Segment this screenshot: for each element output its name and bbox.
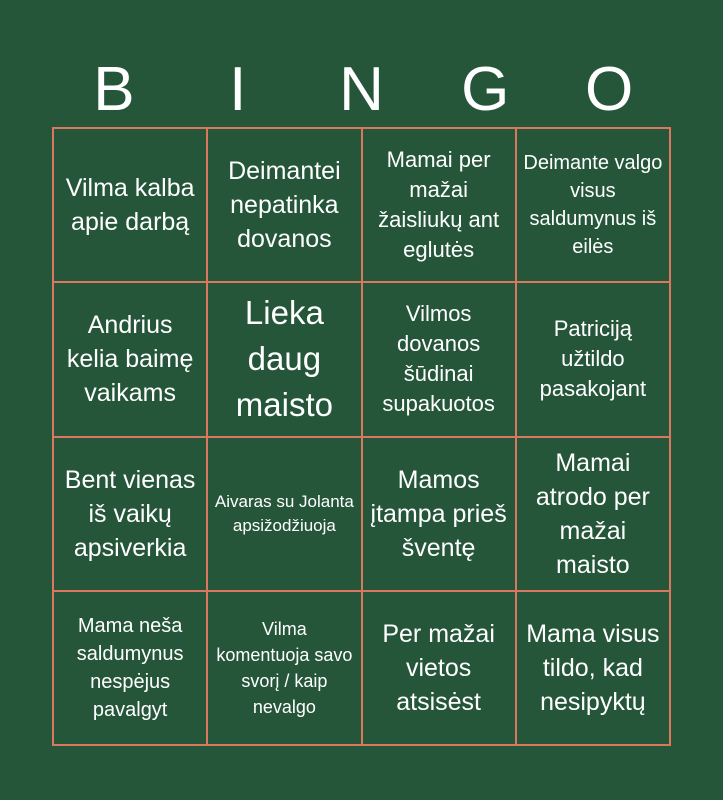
bingo-cell[interactable] <box>207 437 361 591</box>
bingo-cell[interactable] <box>53 282 207 436</box>
cell-text: Mamai atrodo per mažai maisto <box>535 448 650 579</box>
bingo-cell[interactable] <box>516 437 670 591</box>
header-letter-b: B <box>93 55 135 124</box>
bingo-cell[interactable] <box>362 128 516 282</box>
cell-text: Patriciją užtildo pasakojant <box>539 316 647 402</box>
cell-text: Vilmos dovanos šūdinai supakuotos <box>382 301 495 417</box>
cell-text: Aivaras su Jolanta apsižodžiuoja <box>214 491 354 535</box>
bingo-cell[interactable] <box>362 437 516 591</box>
cell-text: Vilma komentuoja savo svorį / kaip nevalgo <box>216 618 353 717</box>
header-letter-i: I <box>229 55 247 124</box>
cell-text: Andrius kelia baimę vaikams <box>66 311 194 408</box>
bingo-cell[interactable] <box>516 282 670 436</box>
cell-text: Mama neša saldumynus nespėjus pavalgyt <box>76 614 184 721</box>
bingo-cell[interactable] <box>53 128 207 282</box>
bingo-cell[interactable] <box>516 128 670 282</box>
bingo-cell[interactable] <box>53 437 207 591</box>
bingo-cell[interactable] <box>207 591 361 745</box>
bingo-cell[interactable] <box>516 591 670 745</box>
header-letter-g: G <box>461 55 510 124</box>
cell-text: Mama visus tildo, kad nesipyktų <box>526 619 660 716</box>
bingo-header <box>52 52 671 127</box>
cell-text: Lieka daug maisto <box>235 294 333 424</box>
cell-text: Deimante valgo visus saldumynus iš eilės <box>523 152 663 259</box>
bingo-cell[interactable] <box>53 591 207 745</box>
bingo-cell[interactable] <box>207 128 361 282</box>
header-letter-n: N <box>339 55 384 124</box>
cell-text: Per mažai vietos atsisėst <box>382 619 495 716</box>
bingo-cell[interactable] <box>207 282 361 436</box>
cell-text: Vilma kalba apie darbą <box>65 174 195 237</box>
bingo-cell[interactable] <box>362 591 516 745</box>
cell-text: Mamos įtampa prieš šventę <box>370 465 507 562</box>
cell-text: Mamai per mažai žaisliukų ant eglutės <box>378 147 500 263</box>
cell-text: Bent vienas iš vaikų apsiverkia <box>64 465 196 562</box>
cell-text: Deimantei nepatinka dovanos <box>228 157 341 254</box>
header-letter-o: O <box>584 55 634 124</box>
bingo-grid <box>52 127 671 746</box>
bingo-cell[interactable] <box>362 282 516 436</box>
